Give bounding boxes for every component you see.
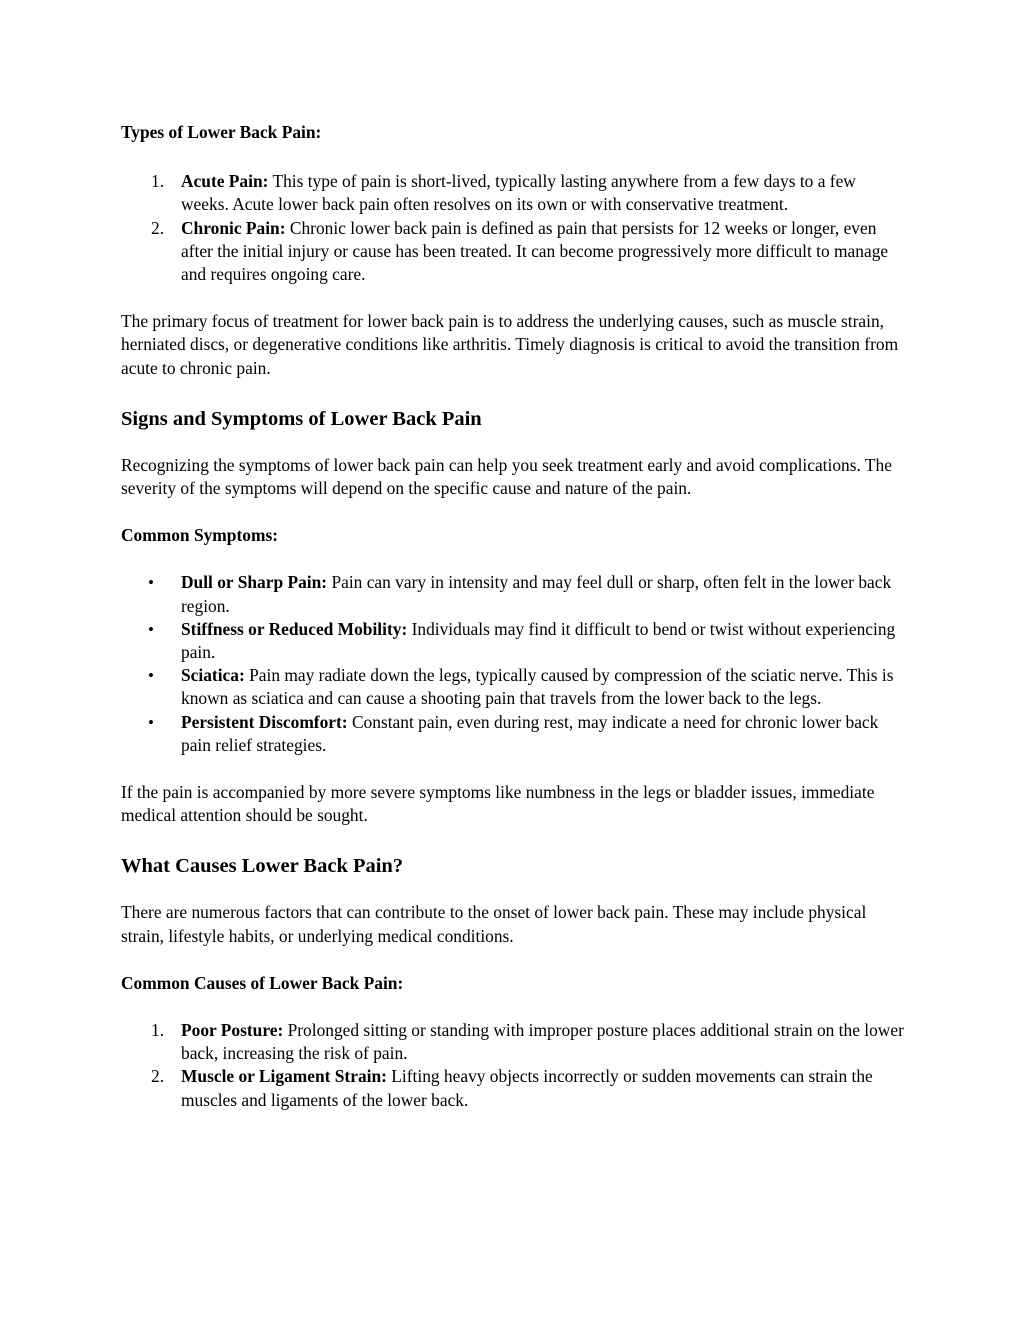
- list-item-text: Lifting heavy objects incorrectly or sudden movements can strain the muscles and ligaments of the lower back.: [181, 1066, 873, 1110]
- list-item: [121, 571, 906, 617]
- treatment-paragraph: The primary focus of treatment for lower back pain is to address the underlying causes, such as muscle strain, herniated discs, or degenerative conditions like arthritis. Timely diagnosis is critical to avoid the transition from acute to chronic pain.: [121, 311, 899, 378]
- list-item: [121, 664, 906, 710]
- causes-subheading: Common Causes of Lower Back Pain:: [121, 972, 404, 993]
- list-item: [121, 1065, 906, 1111]
- list-item-term: Stiffness or Reduced Mobility:: [181, 618, 408, 639]
- bullet-marker: •: [148, 666, 154, 686]
- list-item-text: Chronic lower back pain is defined as pain that persists for 12 weeks or longer, even after the initial injury or cause has been treated. It can become progressively more difficult to manage and requires ongoing care.: [181, 217, 889, 285]
- list-item: [121, 618, 906, 664]
- list-item-text: This type of pain is short-lived, typically lasting anywhere from a few days to a few weeks. Acute lower back pain often resolves on its own or with conservative treatment.: [181, 171, 856, 215]
- list-marker: 2.: [151, 217, 165, 238]
- symptoms-heading: Signs and Symptoms of Lower Back Pain: [121, 407, 482, 430]
- causes-list: [121, 1019, 906, 1112]
- list-marker: 1.: [151, 1020, 165, 1041]
- list-item-term: Sciatica:: [181, 665, 245, 686]
- bullet-marker: •: [148, 619, 154, 639]
- list-item-text: Pain may radiate down the legs, typically caused by compression of the sciatic nerve. This is known as sciatica and can cause a shooting pain that travels from the lower back to the legs.: [181, 665, 894, 709]
- list-item: [121, 1019, 906, 1065]
- list-item: [121, 170, 906, 216]
- list-item-term: Dull or Sharp Pain:: [181, 572, 328, 593]
- causes-intro-paragraph: There are numerous factors that can contribute to the onset of lower back pain. These may include physical strain, lifestyle habits, or underlying medical conditions.: [121, 902, 867, 946]
- list-item-text: Pain can vary in intensity and may feel dull or sharp, often felt in the lower back region.: [181, 572, 892, 616]
- list-item: [121, 711, 906, 757]
- list-item-text: Individuals may find it difficult to bend or twist without experiencing pain.: [181, 618, 896, 663]
- types-subheading: Types of Lower Back Pain:: [121, 122, 322, 142]
- list-item-term: Muscle or Ligament Strain:: [181, 1066, 387, 1087]
- list-item-text: Constant pain, even during rest, may indicate a need for chronic lower back pain relief strategies.: [181, 711, 879, 755]
- list-item-term: Chronic Pain:: [181, 217, 286, 238]
- bullet-marker: •: [148, 573, 154, 593]
- types-list: [121, 170, 906, 286]
- causes-heading: What Causes Lower Back Pain?: [121, 855, 404, 878]
- bullet-marker: •: [148, 712, 154, 732]
- list-item-term: Persistent Discomfort:: [181, 711, 348, 732]
- symptoms-closing-paragraph: If the pain is accompanied by more severe symptoms like numbness in the legs or bladder issues, immediate medical attention should be sought.: [121, 782, 875, 826]
- list-item-term: Poor Posture:: [181, 1020, 284, 1041]
- list-item-term: Acute Pain:: [181, 171, 269, 192]
- symptoms-list: [121, 571, 906, 757]
- list-item-text: Prolonged sitting or standing with improper posture places additional strain on the lower back, increasing the risk of pain.: [181, 1020, 904, 1064]
- symptoms-intro-paragraph: Recognizing the symptoms of lower back pain can help you seek treatment early and avoid complications. The severity of the symptoms will depend on the specific cause and nature of the pain.: [121, 454, 892, 499]
- symptoms-subheading: Common Symptoms:: [121, 525, 278, 546]
- list-marker: 1.: [151, 171, 165, 192]
- document-page: [121, 121, 906, 1112]
- list-marker: 2.: [151, 1066, 165, 1087]
- list-item: [121, 217, 906, 287]
